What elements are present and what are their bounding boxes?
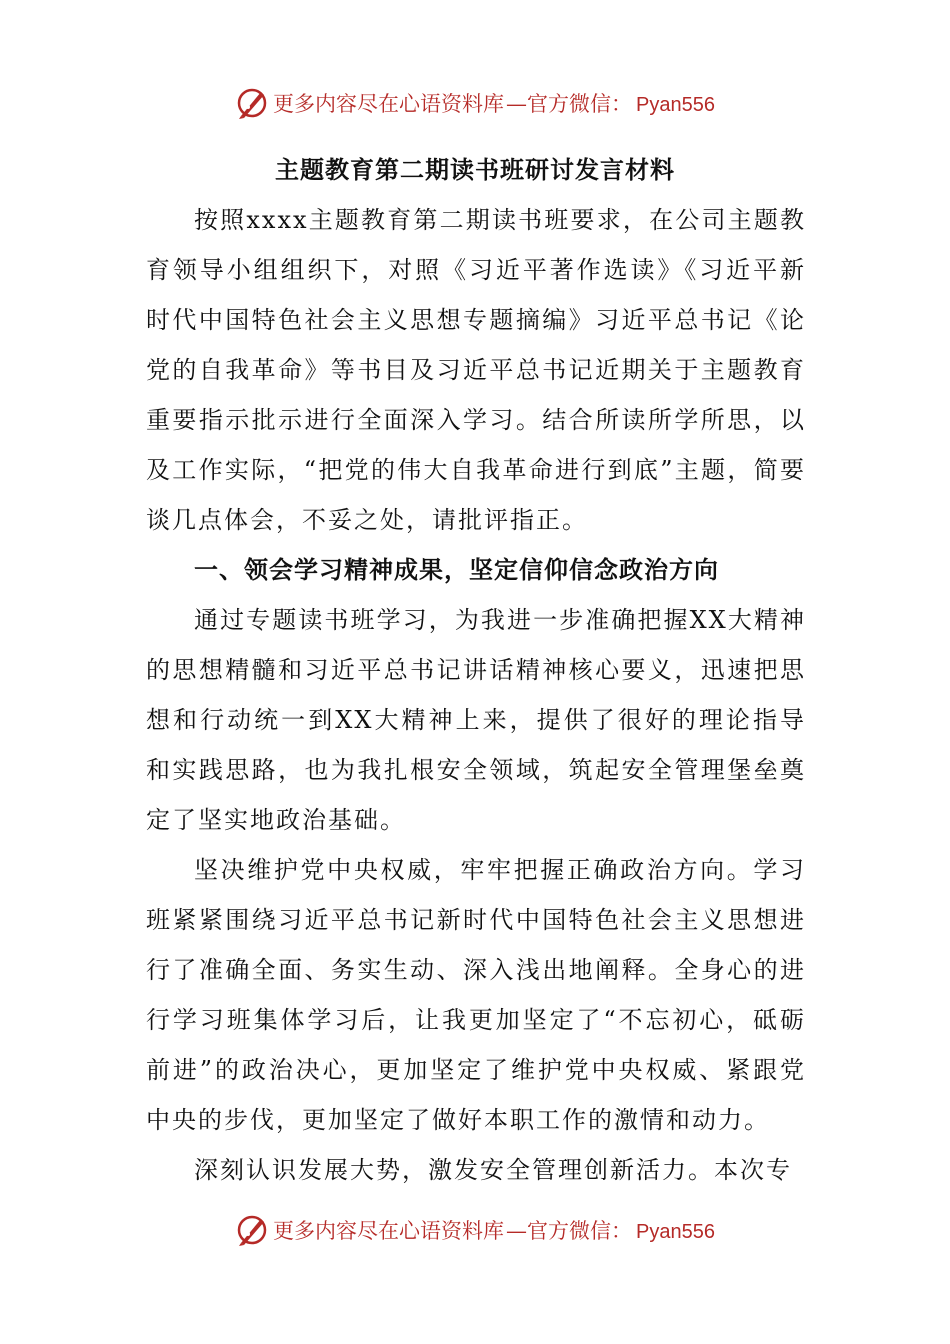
body-paragraph: 深刻认识发展大势，激发安全管理创新活力。本次专 <box>194 1156 792 1184</box>
body-paragraph: 坚决维护党中央权威，牢牢把握正确政治方向。学习班紧紧围绕习近平总书记新时代中国特色社会主义思想进行了准确全面、务实生动、深入浅出地阐释。全身心的进行学习班集体学习后，让我更加坚定了“不忘初心，砥砺前进”的政治决心，更加坚定了维护党中央权威、紧跟党中央的步伐，更加坚定了做好本职工作的激情和动力。 <box>146 856 806 1134</box>
body-paragraph: 通过专题读书班学习，为我进一步准确把握XX大精神的思想精髓和习近平总书记讲话精神核心要义，迅速把思想和行动统一到XX大精神上来，提供了很好的理论指导和实践思路，也为我扎根安全领域，筑起安全管理堡垒奠定了坚实地政治基础。 <box>146 606 806 834</box>
section-heading: 一、领会学习精神成果，坚定信仰信念政治方向 <box>194 556 719 584</box>
pen-logo-icon <box>235 86 269 120</box>
pen-logo-icon <box>235 1213 269 1247</box>
banner-sub-text: —官方微信： <box>506 1219 633 1243</box>
banner-wechat-id: Pyan556 <box>636 94 715 116</box>
header-watermark-banner <box>0 83 950 123</box>
footer-watermark-banner <box>0 1210 950 1250</box>
banner-main-text: 更多内容尽在心语资料库 <box>273 92 505 116</box>
document-body <box>146 195 806 1195</box>
intro-paragraph: 按照xxxx主题教育第二期读书班要求，在公司主题教育领导小组组织下，对照《习近平著作选读》《习近平新时代中国特色社会主义思想专题摘编》习近平总书记《论党的自我革命》等书目及习近平总书记近期关于主题教育重要指示批示进行全面深入学习。结合所读所学所思，以及工作实际，“把党的伟大自我革命进行到底”主题，简要谈几点体会，不妥之处，请批评指正。 <box>146 206 806 534</box>
banner-main-text: 更多内容尽在心语资料库 <box>273 1219 505 1243</box>
banner-wechat-id: Pyan556 <box>636 1221 715 1243</box>
document-title: 主题教育第二期读书班研讨发言材料 <box>275 156 675 184</box>
banner-sub-text: —官方微信： <box>506 92 633 116</box>
